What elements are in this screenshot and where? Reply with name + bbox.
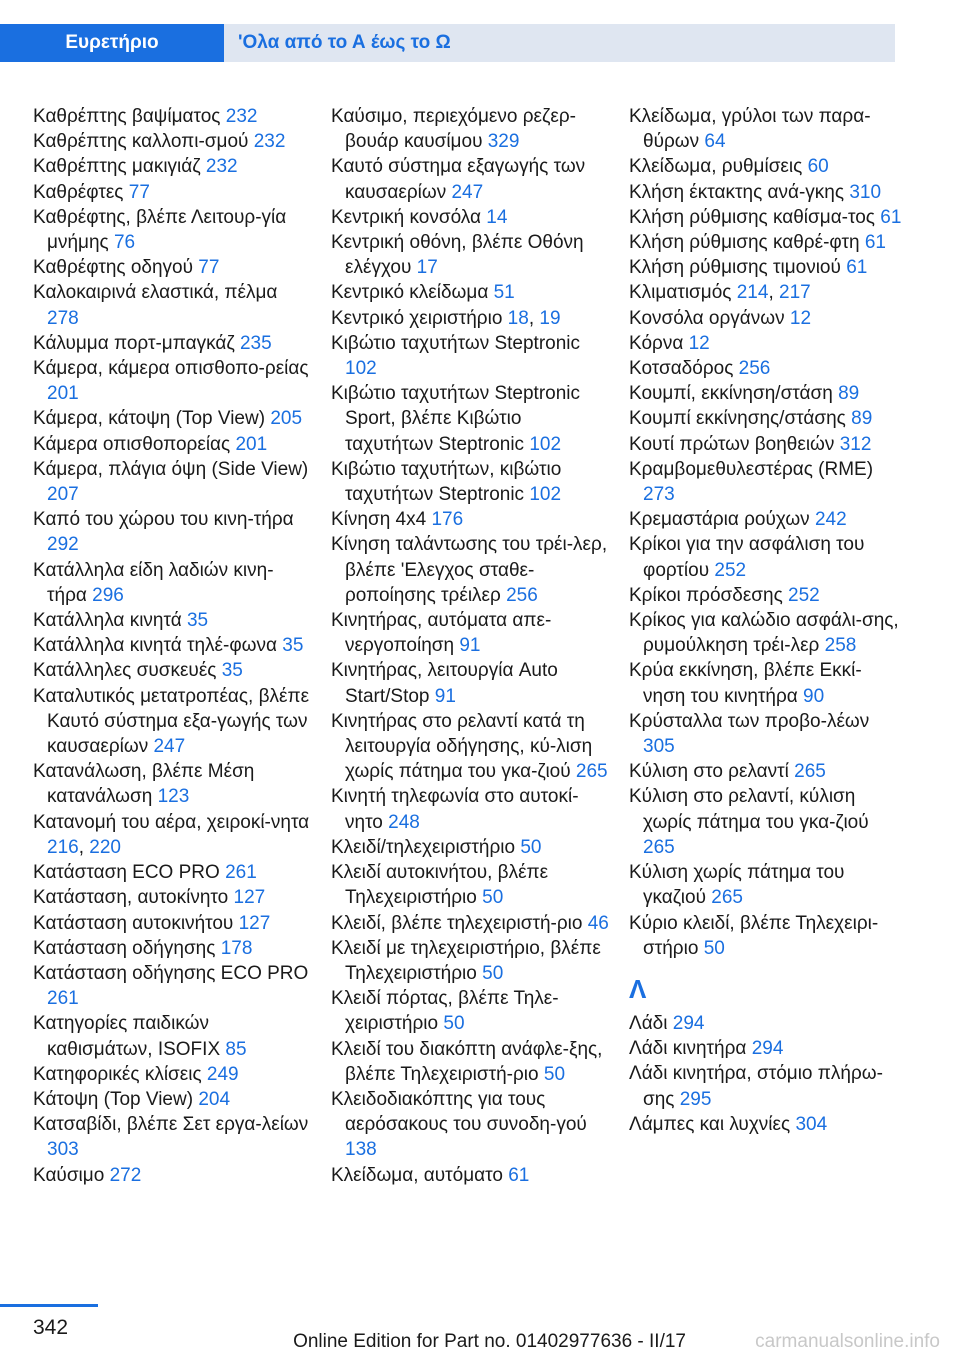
index-entry-text: Κρύσταλλα των προβο-λέων: [629, 710, 870, 732]
index-entry: [33, 759, 313, 809]
page-link[interactable]: 216: [47, 836, 79, 858]
page-link[interactable]: 261: [225, 862, 257, 884]
page-link[interactable]: 91: [459, 635, 481, 657]
index-entry-text: Καθρέπτης βαψίματος: [33, 106, 221, 127]
index-column-2: [331, 104, 611, 1188]
index-entry: [33, 1011, 313, 1061]
page-link[interactable]: 50: [482, 962, 504, 984]
index-entry: [33, 936, 313, 961]
index-entry: [33, 104, 313, 129]
page-link[interactable]: 214: [736, 282, 769, 304]
page-link[interactable]: 35: [221, 660, 243, 682]
page-link[interactable]: 294: [751, 1038, 784, 1060]
index-entry-text: Κλείδωμα, αυτόματο: [331, 1164, 503, 1186]
index-entry: [331, 986, 611, 1036]
index-entry: [629, 608, 904, 658]
page-link[interactable]: 265: [711, 887, 743, 909]
index-entry-text: Κλειδί με τηλεχειριστήριο, βλέπε Τηλεχειριστήριο: [331, 937, 601, 984]
index-entry-text: Κίνηση ταλάντωσης του τρέι-λερ, βλέπε 'Ελεγχος σταθε-ροποίησης τρέιλερ: [331, 534, 608, 606]
index-entry: [33, 331, 313, 356]
page-link[interactable]: 292: [47, 534, 79, 556]
index-entry: [33, 205, 313, 255]
page-number: 342: [33, 1316, 69, 1339]
page-link[interactable]: 295: [679, 1088, 712, 1110]
index-entry: [629, 583, 904, 608]
index-entry-text: Κρίκοι πρόσδεσης: [629, 584, 783, 606]
index-entry: [629, 658, 904, 708]
page-link[interactable]: 256: [738, 358, 771, 380]
index-entry: [629, 154, 904, 179]
index-letter-heading: Λ: [629, 973, 647, 1004]
page-link[interactable]: 89: [851, 408, 873, 430]
index-entry-text: Κινητήρας, αυτόματα απε-νεργοποίηση: [331, 610, 552, 657]
index-entry-text: Κάμερα, κάμερα οπισθοπο-ρείας: [33, 358, 309, 380]
page-link[interactable]: 77: [128, 181, 150, 203]
index-entry-text: Κινητή τηλεφωνία στο αυτοκί-νητο: [331, 786, 579, 833]
index-entry-text: Κεντρική κονσόλα: [331, 206, 481, 228]
index-entry: [629, 306, 904, 331]
index-entry-text: Λάδι κινητήρα: [629, 1038, 747, 1060]
index-entry-text: Κατάλληλα κινητά: [33, 610, 182, 632]
index-entry-text: Κουμπί, εκκίνηση/στάση: [629, 383, 833, 405]
page-link[interactable]: 205: [270, 408, 303, 430]
index-entry-text: Κλειδί/τηλεχειριστήριο: [331, 836, 516, 858]
page-link[interactable]: 204: [198, 1088, 231, 1110]
index-entry: [33, 658, 313, 683]
index-entry: [629, 356, 904, 381]
page-link[interactable]: 51: [493, 282, 515, 304]
page-link[interactable]: 304: [795, 1113, 828, 1135]
page-link[interactable]: 258: [824, 635, 857, 657]
page-link[interactable]: 312: [839, 433, 872, 455]
footer-rule: [0, 1304, 98, 1307]
index-entry: [629, 180, 904, 205]
index-entry-text: Κραμβομεθυλεστέρας (RME): [629, 458, 874, 480]
index-entry: [629, 255, 904, 280]
page-link[interactable]: 217: [779, 282, 811, 304]
index-entry: [331, 381, 611, 457]
page-link[interactable]: 248: [388, 811, 420, 833]
index-entry-text: Κλήση ρύθμισης καθρέ-φτη: [629, 232, 860, 254]
tab-a-to-z[interactable]: 'Ολα από το Α έως το Ω: [224, 24, 895, 62]
index-entry-text: Κεντρικό χειριστήριο: [331, 307, 503, 329]
index-entry: [33, 507, 313, 557]
index-entry-text: Καθρέφτης οδηγού: [33, 257, 193, 279]
index-entry-text: Κάμερα, κάτοψη (Top View): [33, 408, 266, 430]
index-entry-text: Κύριο κλειδί, βλέπε Τηλεχειρι-στήριο: [629, 912, 879, 959]
index-entry: [33, 457, 313, 507]
index-entry: [33, 633, 313, 658]
page-link[interactable]: 12: [789, 307, 812, 329]
index-entry-text: Καπό του χώρου του κινη-τήρα: [33, 509, 294, 531]
page-link[interactable]: 12: [688, 332, 710, 354]
index-entry: [331, 230, 611, 280]
page-link[interactable]: 296: [92, 584, 124, 606]
page-link[interactable]: 273: [643, 484, 675, 506]
page-link[interactable]: 77: [198, 257, 220, 279]
index-entry-text: Κλειδί, βλέπε τηλεχειριστή-ριο: [331, 912, 583, 934]
index-entry: [331, 658, 611, 708]
index-entry: [331, 1163, 611, 1188]
index-entry: [33, 432, 313, 457]
index-entry-text: Καθρέφτης, βλέπε Λειτουρ-γία μνήμης: [33, 206, 287, 254]
index-entry-text: Κλειδί του διακόπτη ανάφλε-ξης, βλέπε Τηλεχειριστή-ριο: [331, 1038, 603, 1085]
index-entry-text: Κύλιση στο ρελαντί, κύλιση χωρίς πάτημα του γκα-ζιού: [629, 786, 869, 833]
index-entry-text: Κάμερα, πλάγια όψη (Side View): [33, 458, 309, 480]
index-entry-text: Κλειδί πόρτας, βλέπε Τηλε-χειριστήριο: [331, 988, 559, 1035]
index-entry-text: Κινητήρας στο ρελαντί κατά τη λειτουργία οδήγησης, κύ-λιση χωρίς πάτημα του γκα-ζιού: [331, 710, 593, 783]
index-entry: [331, 507, 611, 532]
index-entry-text: Κατάσταση, αυτοκίνητο: [33, 887, 229, 909]
index-entry-text: Κλήση έκτακτης ανά-γκης: [629, 181, 845, 203]
index-entry: [33, 961, 313, 1011]
page-link[interactable]: 18: [507, 307, 529, 329]
index-entry-text: Κατάλληλα κινητά τηλέ-φωνα: [33, 635, 277, 657]
index-entry: [629, 1061, 904, 1111]
index-entry-text: Κινητήρας, λειτουργία Auto Start/Stop: [331, 660, 558, 707]
page-link[interactable]: 303: [47, 1139, 79, 1161]
index-entry: [33, 860, 313, 885]
index-entry: Κατανομή του αέρα, χειροκί-νητα 216, 220: [33, 811, 310, 858]
index-entry-text: Λάδι: [629, 1012, 668, 1034]
page-link[interactable]: 102: [529, 433, 562, 455]
index-entry: [331, 936, 611, 986]
index-entry-text: Κουτί πρώτων βοηθειών: [629, 433, 835, 455]
index-entry-text: Κλειδί αυτοκινήτου, βλέπε Τηλεχειριστήριο: [331, 862, 549, 909]
page-link[interactable]: 76: [113, 232, 136, 254]
index-entry-text: Κιβώτιο ταχυτήτων Steptronic: [331, 332, 581, 354]
index-entry-text: Κάτοψη (Top View): [33, 1088, 194, 1110]
index-entry-text: Κατάσταση ECO PRO: [33, 862, 220, 884]
page-link[interactable]: 85: [225, 1038, 247, 1060]
index-entry: [33, 1062, 313, 1087]
page-link[interactable]: 178: [220, 937, 253, 959]
index-entry-text: Κρύα εκκίνηση, βλέπε Εκκί-νηση του κινητήρα: [629, 660, 862, 707]
page-link[interactable]: 294: [672, 1012, 705, 1034]
page-link[interactable]: 17: [416, 257, 438, 279]
index-entry-text: Κατηφορικές κλίσεις: [33, 1063, 202, 1085]
index-entry: [629, 860, 904, 910]
page-link[interactable]: 256: [506, 584, 538, 606]
index-entry: Κεντρικό χειριστήριο 18, 19: [331, 307, 561, 329]
index-entry-text: Κεντρική οθόνη, βλέπε Οθόνη ελέγχου: [331, 232, 584, 279]
index-entry: [629, 784, 904, 860]
index-entry-text: Κρεμαστάρια ρούχων: [629, 509, 810, 531]
index-entry: [331, 860, 611, 910]
watermark: carmanualsonline.info: [755, 1331, 940, 1352]
page-link[interactable]: 90: [803, 685, 825, 707]
page-link[interactable]: 247: [153, 736, 186, 758]
index-entry: [331, 608, 611, 658]
page-link[interactable]: 102: [345, 358, 377, 380]
index-entry: [331, 532, 611, 608]
index-entry-text: Κόρνα: [629, 332, 684, 354]
index-entry-text: Κατάσταση αυτοκινήτου: [33, 912, 234, 934]
page-link[interactable]: 19: [539, 307, 561, 329]
page-link[interactable]: 35: [186, 610, 209, 632]
page-link[interactable]: 61: [880, 206, 902, 228]
index-entry: [33, 356, 313, 406]
index-entry: [331, 154, 611, 204]
index-entry-text: Κίνηση 4x4: [331, 509, 427, 531]
index-entry: [629, 205, 904, 230]
page-link[interactable]: 14: [486, 206, 508, 228]
index-entry: [331, 784, 611, 834]
index-entry: [33, 280, 313, 330]
page-link[interactable]: 278: [47, 307, 79, 329]
index-column-3: [629, 104, 904, 1137]
index-entry: [33, 180, 313, 205]
index-entry: [331, 709, 611, 785]
index-entry-text: Καθρέπτης καλλοπι-σμού: [33, 131, 249, 153]
page-link[interactable]: 201: [235, 433, 268, 455]
page-link[interactable]: 50: [543, 1063, 566, 1085]
page-link[interactable]: 242: [814, 509, 847, 531]
index-entry-text: Κουμπί εκκίνησης/στάσης: [629, 408, 846, 430]
index-entry: [33, 129, 313, 154]
index-column-1: [33, 104, 313, 1188]
page-link[interactable]: 50: [703, 937, 725, 959]
page-link[interactable]: 252: [788, 584, 820, 606]
index-entry-text: Κλιματισμός: [629, 282, 732, 304]
page-link[interactable]: 61: [508, 1164, 530, 1186]
page-link[interactable]: 235: [239, 332, 272, 354]
index-entry-text: Κιβώτιο ταχυτήτων, κιβώτιο ταχυτήτων Steptronic: [331, 458, 562, 506]
index-entry: [33, 1163, 313, 1188]
index-entry-text: Κατσαβίδι, βλέπε Σετ εργα-λείων: [33, 1114, 309, 1136]
page-link[interactable]: 232: [205, 156, 238, 178]
index-entry-text: Κλήση ρύθμισης τιμονιού: [629, 257, 841, 279]
edition-note: Online Edition for Part no. 01402977636 - II/17: [293, 1331, 686, 1352]
index-entry: [331, 1087, 611, 1163]
index-entry-text: Κλειδοδιακόπτης για τους αερόσακους του συνοδη-γού: [331, 1088, 587, 1136]
page-link[interactable]: 272: [109, 1164, 142, 1186]
index-entry: [33, 911, 313, 936]
index-entry: [33, 608, 313, 633]
page-link[interactable]: 61: [846, 257, 868, 279]
page-link[interactable]: 64: [704, 131, 726, 153]
index-entry: [629, 432, 904, 457]
index-entry-text: Λάμπες και λυχνίες: [629, 1113, 791, 1135]
index-entry: [629, 709, 904, 759]
page-link[interactable]: 261: [47, 988, 79, 1010]
index-entry-text: Κάλυμμα πορτ-μπαγκάζ: [33, 332, 235, 354]
index-entry: [331, 911, 611, 936]
index-entry: [629, 457, 904, 507]
index-entry-text: Κλήση ρύθμισης καθίσμα-τος: [629, 206, 875, 228]
index-entry-text: Καύσιμο, περιεχόμενο ρεζερ-βουάρ καυσίμου: [331, 106, 576, 153]
index-entry-text: Καυτό σύστημα εξαγωγής των καυσαερίων: [331, 156, 586, 203]
index-entry: [629, 406, 904, 431]
index-entry-text: Κύλιση χωρίς πάτημα του γκαζιού: [629, 862, 845, 909]
index-entry: [629, 381, 904, 406]
page-link[interactable]: 305: [643, 736, 675, 758]
index-entry-text: Κατάλληλα είδη λαδιών κινη-τήρα: [33, 559, 274, 606]
page-link[interactable]: 176: [431, 509, 464, 531]
index-entry-text: Κλείδωμα, γρύλοι των παρα-θύρων: [629, 106, 871, 153]
page-link[interactable]: 50: [520, 836, 542, 858]
index-entry: [33, 154, 313, 179]
index-entry: [331, 457, 611, 507]
index-entry: [629, 1036, 904, 1061]
index-entry-text: Καθρέφτες: [33, 181, 124, 203]
page-link[interactable]: 138: [345, 1139, 377, 1161]
page-link[interactable]: 50: [443, 1013, 465, 1035]
index-entry: [629, 507, 904, 532]
index-entry: [331, 104, 611, 154]
page-link[interactable]: 247: [451, 181, 484, 203]
page-link[interactable]: 123: [157, 786, 190, 808]
index-entry-text: Κατανάλωση, βλέπε Μέση κατανάλωση: [33, 761, 255, 808]
index-entry: [629, 911, 904, 961]
index-entry: [33, 1112, 313, 1162]
index-entry-text: Κεντρικό κλείδωμα: [331, 282, 489, 304]
page-link[interactable]: 102: [529, 484, 562, 506]
page-link[interactable]: 207: [47, 484, 79, 506]
index-entry-text: Κύλιση στο ρελαντί: [629, 761, 789, 783]
page-link[interactable]: 232: [253, 131, 286, 153]
index-entry-text: Κιβώτιο ταχυτήτων Steptronic Sport, βλέπε Κιβώτιο ταχυτήτων Steptronic: [331, 383, 581, 455]
page-link[interactable]: 127: [233, 887, 266, 909]
page-link[interactable]: 127: [238, 912, 271, 934]
page-link[interactable]: 220: [89, 836, 121, 858]
page-link[interactable]: 35: [282, 635, 304, 657]
page-link[interactable]: 61: [864, 232, 886, 254]
page-link[interactable]: 89: [838, 383, 860, 405]
index-entry: [331, 205, 611, 230]
index-entry-text: Κατάσταση οδήγησης: [33, 937, 216, 959]
index-entry: [629, 331, 904, 356]
index-entry-text: Καταλυτικός μετατροπέας, βλέπε Καυτό σύστημα εξα-γωγής των καυσαερίων: [33, 685, 310, 758]
page-link[interactable]: 232: [225, 106, 258, 127]
index-entry-text: Κρίκος για καλώδιο ασφάλι-σης, ρυμούλκηση τρέι-λερ: [629, 610, 899, 657]
index-entry-text: Καύσιμο: [33, 1164, 105, 1186]
index-entry-text: Κατανομή του αέρα, χειροκί-νητα: [33, 811, 310, 833]
index-entry-text: Κατάλληλες συσκευές: [33, 660, 217, 682]
index-entry-text: Κλείδωμα, ρυθμίσεις: [629, 156, 803, 178]
index-entry-text: Κάμερα οπισθοπορείας: [33, 433, 231, 455]
page-link[interactable]: 50: [482, 887, 504, 909]
index-entry-text: Κατάσταση οδήγησης ECO PRO: [33, 962, 309, 984]
index-entry: [331, 1037, 611, 1087]
page-link[interactable]: 265: [794, 761, 826, 783]
index-entry-text: Κονσόλα οργάνων: [629, 307, 785, 329]
index-entry: [33, 885, 313, 910]
header-tabbar: [0, 24, 895, 62]
index-entry: [331, 331, 611, 381]
index-entry: [33, 1087, 313, 1112]
index-entry: [629, 532, 904, 582]
index-entry-text: Κρίκοι για την ασφάλιση του φορτίου: [629, 534, 865, 581]
index-entry: [33, 406, 313, 431]
index-entry-text: Καθρέπτης μακιγιάζ: [33, 156, 201, 178]
page-link[interactable]: 249: [206, 1063, 239, 1085]
index-entry: [629, 1011, 904, 1036]
page-link[interactable]: 310: [849, 181, 882, 203]
tab-index[interactable]: Ευρετήριο: [0, 24, 224, 62]
index-entry: [331, 835, 611, 860]
index-entry-text: Καλοκαιρινά ελαστικά, πέλμα: [33, 282, 278, 304]
index-entry: [629, 1112, 904, 1137]
index-entry: [33, 255, 313, 280]
page-link[interactable]: 252: [714, 559, 747, 581]
index-entry: [33, 558, 313, 608]
index-entry-text: Κοτσαδόρος: [629, 358, 734, 380]
index-entry: [331, 280, 611, 305]
index-entry-text: Λάδι κινητήρα, στόμιο πλήρω-σης: [629, 1063, 883, 1110]
index-entry: [629, 104, 904, 154]
page-link[interactable]: 91: [434, 685, 456, 707]
page-link[interactable]: 60: [807, 156, 829, 178]
page-link[interactable]: 201: [47, 383, 79, 405]
index-entry: Κλιματισμός 214, 217: [629, 282, 811, 304]
index-entry: [629, 230, 904, 255]
page-link[interactable]: 329: [487, 131, 520, 153]
index-entry-text: Κατηγορίες παιδικών καθισμάτων, ISOFIX: [33, 1013, 221, 1060]
page-link[interactable]: 46: [587, 912, 609, 934]
index-entry: [33, 684, 313, 760]
index-entry: [629, 759, 904, 784]
page-link[interactable]: 265: [643, 836, 675, 858]
page-link[interactable]: 265: [575, 761, 608, 783]
